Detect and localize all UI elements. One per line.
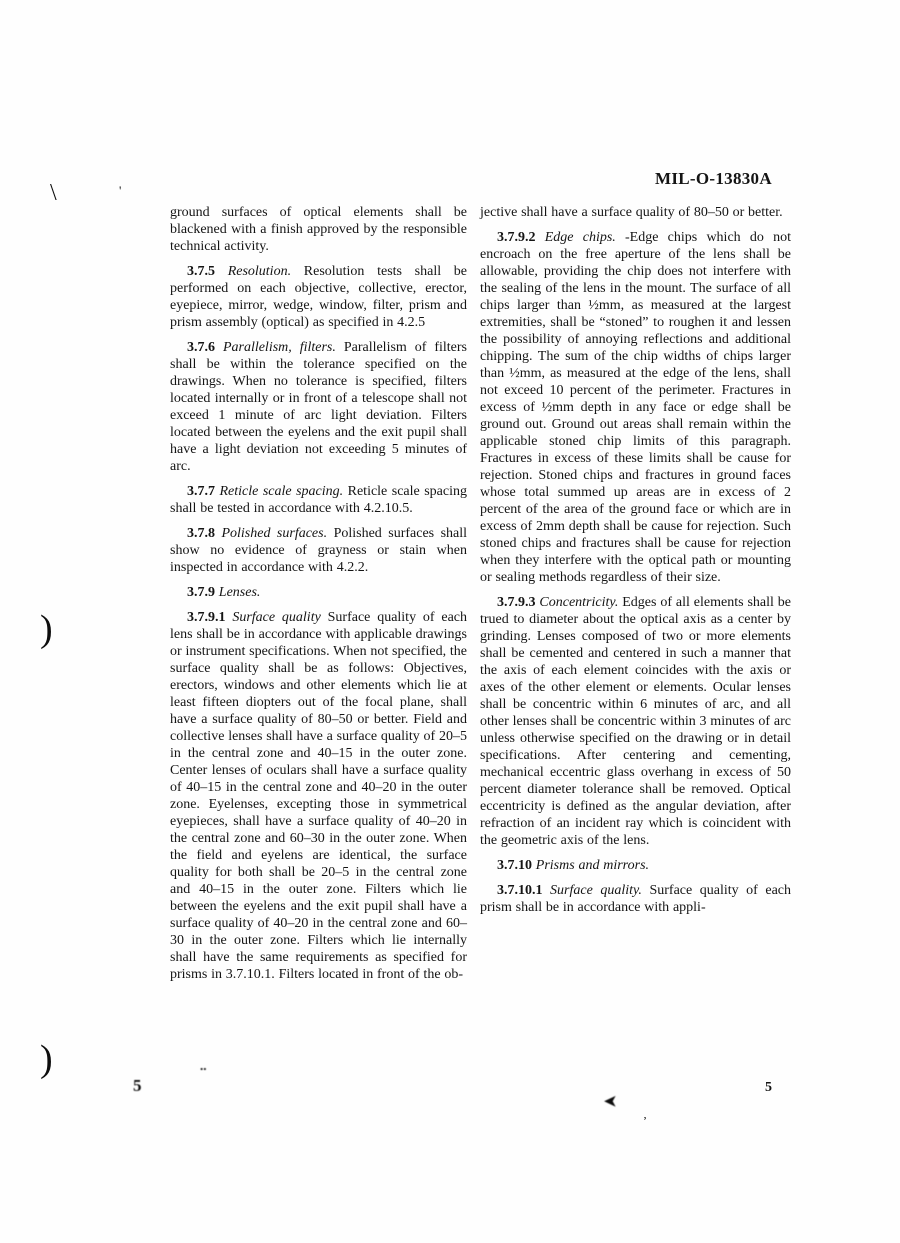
scan-artifact: \ <box>50 180 57 206</box>
section-title: Edge chips. <box>544 230 616 245</box>
paragraph-text: -Edge chips which do not encroach on the free aperture of the lens shall be allowable, providing the chip does not interfere with the sealing of the lens in the mount. The surface of all chips larger than ½mm, as measured at the largest extremities, shall be “stoned” to roughen it and lessen the possibility of annoying reflections and additional chipping. The sum of the chip widths of chips larger than ½mm, as measured at the edge of the lens, shall not exceed 10 percent of the perimeter. Fractures in excess of ½mm depth in any face or edge shall be ground out. Ground out areas shall remain within the applicable stoned chip limits of this paragraph. Fractures in excess of these limits shall be cause for rejection. Stoned chips and fractures in ground faces whose total summed up areas are in excess of 2 percent of the area of the ground face or which are in excess of 2mm depth shall be cause for rejection. Such stoned chips and fractures shall be cause for rejection when they interfere with the optical path or mounting or sealing methods regardless of their size. <box>480 230 792 585</box>
section-number: 3.7.10 <box>497 858 532 873</box>
paragraph-text: Edges of all elements shall be trued to diameter about the optical axis as a center by grinding. Lenses composed of two or more elements shall be cemented and centered in such a manner that the axis of each element coincides with the axis or axes of the other element or elements. Ocular lenses shall be concentric within 6 minutes of arc, and all other lenses shall be concentric within 3 minutes of arc unless otherwise specified on the drawing or in detail specifications. After centering and cementing, mechanical eccentric glass overhang in excess of 50 percent diameter tolerance shall be removed. Optical eccentricity is defined as the angular deviation, after refraction of an incident ray which is coincident with the geometric axis of the lens. <box>480 595 792 848</box>
paragraph <box>170 584 467 601</box>
paragraph-text: Polished surfaces shall show no evidence of grayness or stain when inspected in accordance with 4.2.2. <box>170 526 468 575</box>
section-number: 3.7.6 <box>187 340 215 355</box>
section-number: 3.7.9 <box>187 585 215 600</box>
section-title: Surface quality <box>232 610 321 625</box>
right-column <box>480 204 791 924</box>
paragraph <box>480 204 791 221</box>
paragraph-text: Surface quality of each lens shall be in accordance with applicable drawings or instrument specifications. When not specified, the surface quality shall be as follows: Objectives, erectors, windows and other elements which lie at least fifteen diopters out of the focal plane, shall have a surface quality of 80–50 or better. Field and collective lenses shall have a surface quality of 20–5 in the central zone and 40–15 in the outer zone. Center lenses of oculars shall have a surface quality of 40–15 in the central zone and 40–20 in the outer zone. Eyelenses, excepting those in symmetrical eyepieces, shall have a surface quality of 40–20 in the central zone and 60–30 in the outer zone. When the field and eyelens are identical, the surface quality for both shall be 20–5 in the central zone and 40–15 in the outer zone. Filters which lie between the eyelens and the exit pupil shall have a surface quality of 40–20 in the central zone and 60–30 in the outer zone. Filters which lie internally shall have the same requirements as specified for prisms in 3.7.10.1. Filters located in front of the ob- <box>170 610 468 982</box>
section-number: 3.7.5 <box>187 264 215 279</box>
paragraph-text: ground surfaces of optical elements shall be blackened with a finish approved by the responsible technical activity. <box>170 205 467 254</box>
section-number: 3.7.9.3 <box>497 595 536 610</box>
paragraph <box>170 525 467 576</box>
paragraph <box>480 229 791 586</box>
left-column <box>170 204 467 991</box>
paragraph-text: Parallelism of filters shall be within the tolerance specified on the drawings. When no tolerance is specified, filters located internally or in front of a telescope shall not exceed 1 minute of arc light deviation. Filters located between the eyelens and the exit pupil shall have a light deviation not exceeding 5 minutes of arc. <box>170 340 467 474</box>
section-title: Concentricity. <box>539 595 619 610</box>
section-title: Lenses. <box>218 585 261 600</box>
paragraph-text: Surface quality of each prism shall be in accordance with appli- <box>480 883 791 915</box>
spec-number-header: MIL-O-13830A <box>655 169 772 188</box>
paragraph <box>480 857 791 874</box>
scan-artifact: .. <box>200 1058 207 1073</box>
section-title: Reticle scale spacing. <box>219 484 344 499</box>
section-title: Surface quality. <box>550 883 642 898</box>
paragraph-text: jective shall have a surface quality of 80–50 or better. <box>480 205 783 220</box>
paragraph <box>170 339 467 475</box>
section-number: 3.7.8 <box>187 526 215 541</box>
section-number: 3.7.7 <box>187 484 215 499</box>
scan-artifact: ) <box>40 1038 53 1080</box>
scan-artifact: 5 <box>133 1076 142 1095</box>
scan-artifact: ➤ <box>604 1094 617 1110</box>
section-number: 3.7.10.1 <box>497 883 543 898</box>
paragraph <box>480 882 791 916</box>
scan-artifact: ‚ <box>643 1107 647 1121</box>
section-number: 3.7.9.1 <box>187 610 226 625</box>
section-number: 3.7.9.2 <box>497 230 536 245</box>
paragraph-text: Resolution tests shall be performed on each objective, collective, erector, eyepiece, mirror, wedge, window, filter, prism and prism assembly (optical) as specified in 4.2.5 <box>170 264 468 330</box>
page-number: 5 <box>765 1080 772 1095</box>
section-title: Resolution. <box>227 264 292 279</box>
section-title: Prisms and mirrors. <box>535 858 650 873</box>
section-title: Polished surfaces. <box>221 526 328 541</box>
paragraph <box>480 594 791 849</box>
paragraph <box>170 483 467 517</box>
section-title: Parallelism, filters. <box>222 340 336 355</box>
scan-artifact: ' <box>119 183 122 198</box>
paragraph <box>170 609 467 983</box>
paragraph-text: Reticle scale spacing shall be tested in accordance with 4.2.10.5. <box>170 484 467 516</box>
paragraph <box>170 204 467 255</box>
scan-artifact: ) <box>40 608 53 650</box>
paragraph <box>170 263 467 331</box>
